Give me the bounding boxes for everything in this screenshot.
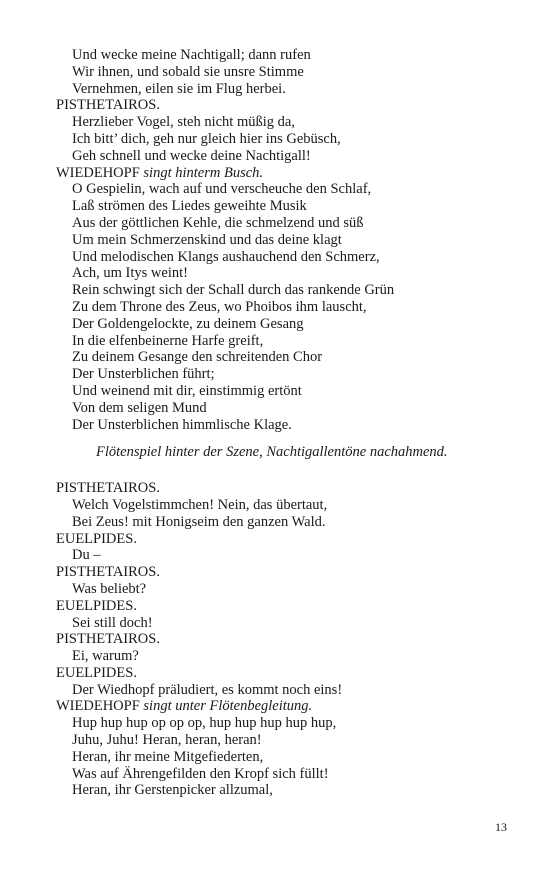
speaker-label: EUELPIDES. xyxy=(56,664,137,681)
speaker-name xyxy=(56,631,506,648)
verse-text: Vernehmen, eilen sie im Flug herbei. xyxy=(72,80,286,97)
verse-line xyxy=(56,782,506,799)
verse-text: Von dem seligen Mund xyxy=(72,399,207,416)
verse-line xyxy=(56,114,506,131)
verse-line xyxy=(56,131,506,148)
verse-text: Herzlieber Vogel, steh nicht müßig da, xyxy=(72,114,295,131)
verse-text: Sei still doch! xyxy=(72,614,153,631)
verse-line xyxy=(56,547,506,564)
verse-line xyxy=(56,198,506,215)
verse-text: Du – xyxy=(72,547,101,564)
page-text xyxy=(56,47,506,799)
verse-text: Geh schnell und wecke deine Nachtigall! xyxy=(72,147,311,164)
verse-text: Zu dem Throne des Zeus, wo Phoibos ihm lauscht, xyxy=(72,298,367,315)
speaker-label: EUELPIDES. xyxy=(56,530,137,547)
verse-line xyxy=(56,732,506,749)
verse-text: Was auf Ährengefilden den Kropf sich füllt! xyxy=(72,765,329,782)
verse-line xyxy=(56,265,506,282)
stage-direction: Flötenspiel hinter der Szene, Nachtigallentöne nachahmend. xyxy=(96,444,448,461)
verse-text: Bei Zeus! mit Honigseim den ganzen Wald. xyxy=(72,513,326,530)
stage-direction-inline: singt unter Flötenbegleitung. xyxy=(143,698,313,715)
verse-line xyxy=(56,282,506,299)
verse-text: Hup hup hup op op op, hup hup hup hup hup, xyxy=(72,715,337,732)
verse-text: Ich bitt’ dich, geh nur gleich hier ins Gebüsch, xyxy=(72,130,341,147)
verse-line xyxy=(56,581,506,598)
speaker-name xyxy=(56,531,506,548)
verse-text: Der Wiedhopf präludiert, es kommt noch eins! xyxy=(72,681,343,698)
speaker-label: PISTHETAIROS. xyxy=(56,480,160,497)
speaker-name xyxy=(56,165,506,182)
speaker-label: PISTHETAIROS. xyxy=(56,631,160,648)
verse-line xyxy=(56,333,506,350)
verse-line xyxy=(56,349,506,366)
dialogue-block-2 xyxy=(56,480,506,799)
stage-direction-inline: singt hinterm Busch. xyxy=(143,164,264,181)
speaker-name xyxy=(56,698,506,715)
verse-text: Heran, ihr meine Mitgefiederten, xyxy=(72,748,264,765)
verse-line xyxy=(56,749,506,766)
verse-text: Der Unsterblichen führt; xyxy=(72,366,215,383)
verse-text: Und wecke meine Nachtigall; dann rufen xyxy=(72,47,311,63)
speaker-label: EUELPIDES. xyxy=(56,597,137,614)
verse-line xyxy=(56,648,506,665)
verse-text: Und weinend mit dir, einstimmig ertönt xyxy=(72,382,302,399)
dialogue-block-1 xyxy=(56,47,506,433)
verse-line xyxy=(56,249,506,266)
verse-text: In die elfenbeinerne Harfe greift, xyxy=(72,332,264,349)
speaker-name xyxy=(56,598,506,615)
verse-text: Laß strömen des Liedes geweihte Musik xyxy=(72,198,307,215)
verse-line xyxy=(56,400,506,417)
speaker-name xyxy=(56,480,506,497)
verse-text: Was beliebt? xyxy=(72,580,147,597)
verse-text: Der Unsterblichen himmlische Klage. xyxy=(72,416,292,433)
verse-line xyxy=(56,81,506,98)
verse-line xyxy=(56,232,506,249)
verse-line xyxy=(56,181,506,198)
verse-line xyxy=(56,299,506,316)
verse-line xyxy=(56,514,506,531)
verse-line xyxy=(56,766,506,783)
verse-text: Ach, um Itys weint! xyxy=(72,265,188,282)
verse-line xyxy=(56,366,506,383)
verse-text: Zu deinem Gesange den schreitenden Chor xyxy=(72,349,323,366)
verse-line xyxy=(56,316,506,333)
verse-line xyxy=(56,715,506,732)
verse-line xyxy=(56,215,506,232)
speaker-name xyxy=(56,665,506,682)
verse-text: Juhu, Juhu! Heran, heran, heran! xyxy=(72,732,262,749)
verse-text: Aus der göttlichen Kehle, die schmelzend und süß xyxy=(72,214,364,231)
verse-line xyxy=(56,47,506,64)
verse-text: Welch Vogelstimmchen! Nein, das übertaut, xyxy=(72,496,328,513)
verse-text: Und melodischen Klangs aushauchend den Schmerz, xyxy=(72,248,380,265)
verse-text: Wir ihnen, und sobald sie unsre Stimme xyxy=(72,63,304,80)
verse-line xyxy=(56,497,506,514)
verse-text: Ei, warum? xyxy=(72,648,139,665)
verse-text: Der Goldengelockte, zu deinem Gesang xyxy=(72,315,304,332)
verse-text: Heran, ihr Gerstenpicker allzumal, xyxy=(72,782,273,799)
verse-line xyxy=(56,148,506,165)
speaker-label: PISTHETAIROS. xyxy=(56,97,160,114)
speaker-label: PISTHETAIROS. xyxy=(56,564,160,581)
speaker-label: WIEDEHOPF xyxy=(56,164,140,181)
speaker-name xyxy=(56,97,506,114)
verse-line xyxy=(56,417,506,434)
verse-line xyxy=(56,64,506,81)
verse-text: O Gespielin, wach auf und verscheuche den Schlaf, xyxy=(72,181,372,198)
speaker-name xyxy=(56,564,506,581)
verse-line xyxy=(56,682,506,699)
verse-text: Rein schwingt sich der Schall durch das rankende Grün xyxy=(72,282,395,299)
page-number: 13 xyxy=(495,820,507,834)
speaker-label: WIEDEHOPF xyxy=(56,698,140,715)
verse-text: Um mein Schmerzenskind und das deine klagt xyxy=(72,231,342,248)
verse-line xyxy=(56,615,506,632)
verse-line xyxy=(56,383,506,400)
